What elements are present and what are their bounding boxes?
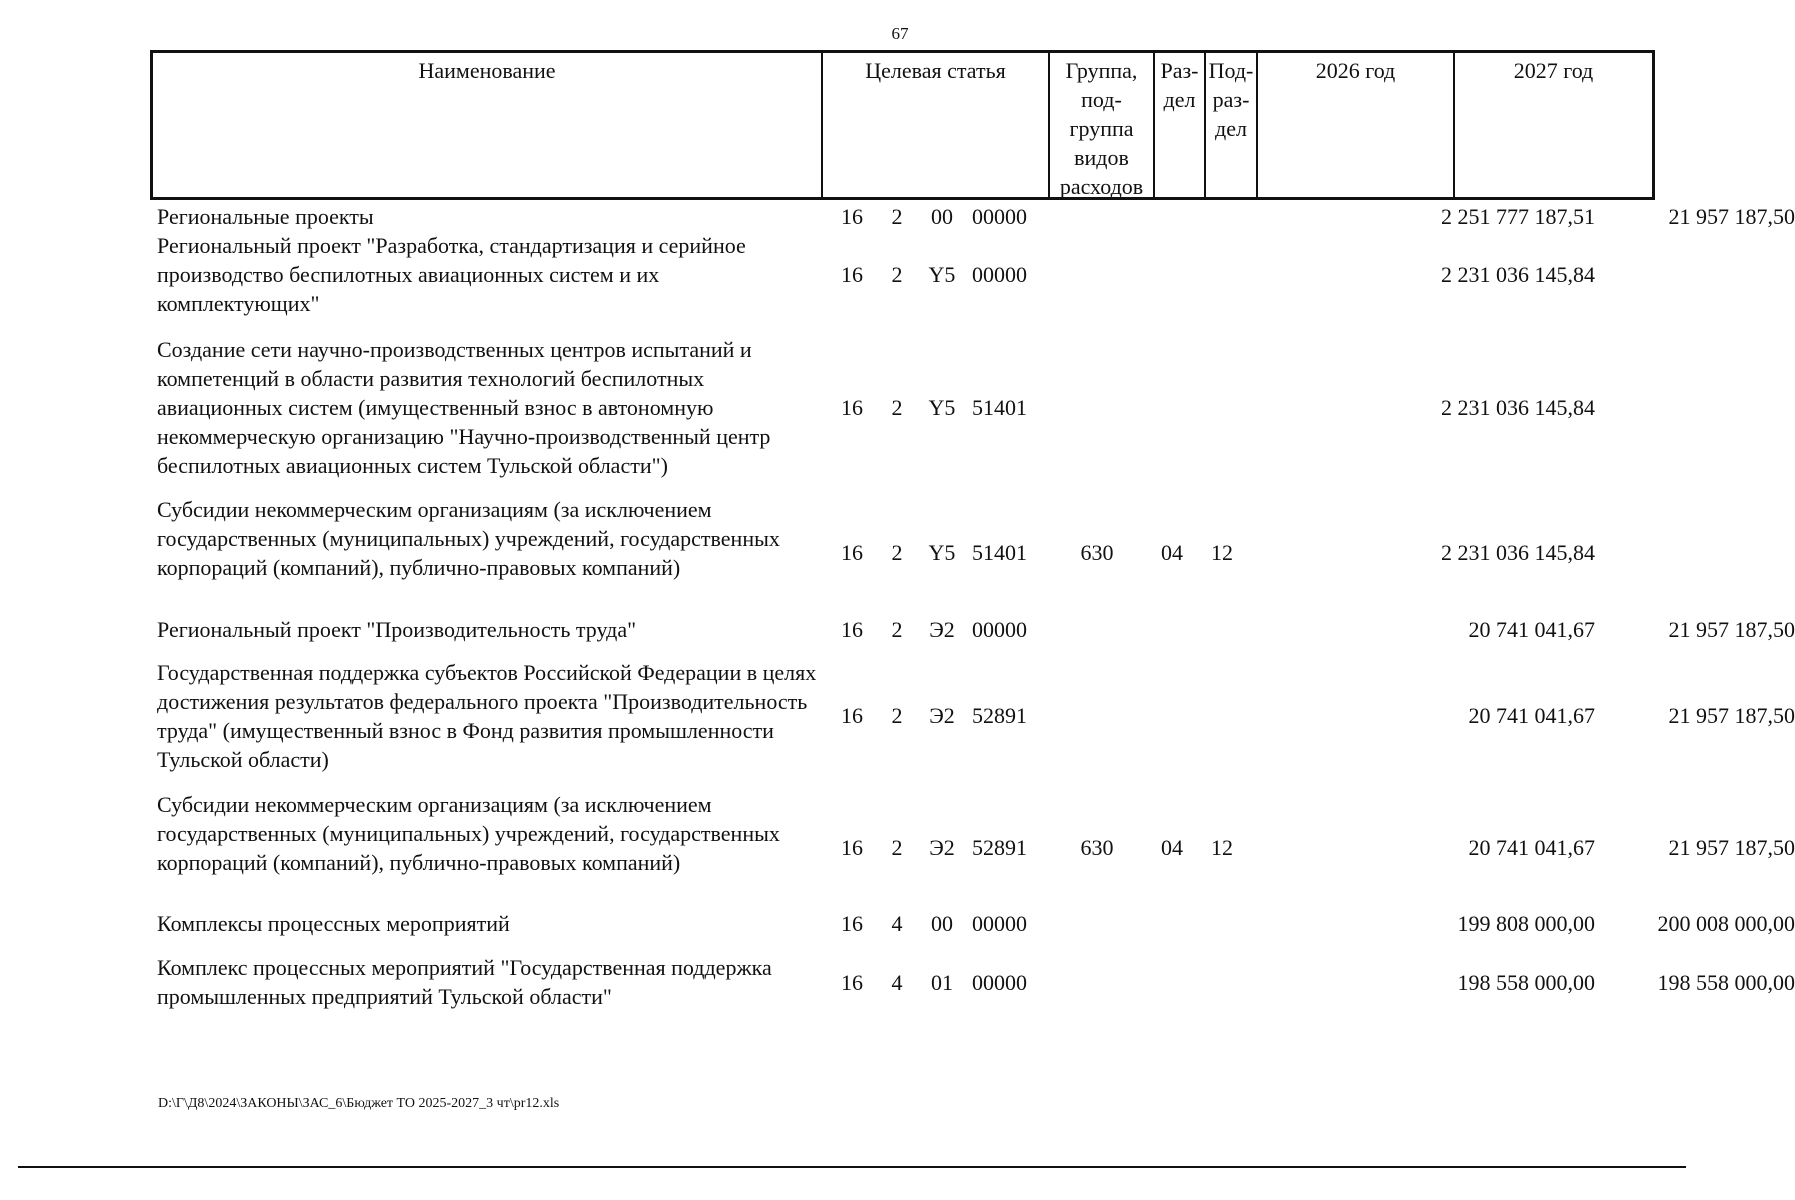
- row-activity-code: Y5: [928, 395, 956, 420]
- row-amount-2026: 198 558 000,00: [1457, 970, 1595, 995]
- row-name: Создание сети научно-производственных центров испытаний и компетенций в области развития технологий беспилотных авиационных систем (имущественный взнос в автономную некоммерческую организацию "Научно-производственный центр беспилотных авиационных систем Тульской области"): [157, 337, 771, 478]
- row-direction-code: 00000: [972, 911, 1027, 936]
- row-program-code: 16: [841, 911, 863, 936]
- row-subsection: 12: [1211, 540, 1233, 565]
- row-subprogram-code: 4: [891, 911, 903, 936]
- row-program-code: 16: [841, 262, 863, 287]
- bottom-divider: [18, 1166, 1686, 1168]
- row-direction-code: 52891: [972, 835, 1027, 860]
- table-row: [150, 495, 1655, 611]
- header-subsection-line: раз-: [1212, 87, 1250, 112]
- table-row: [150, 202, 1795, 231]
- header-target-article-label: Целевая статья: [865, 58, 1006, 83]
- header-expense-group-line: группа: [1069, 116, 1134, 141]
- row-subprogram-code: 2: [891, 835, 903, 860]
- row-activity-code: 01: [931, 970, 953, 995]
- header-name: [153, 53, 823, 197]
- row-amount-2026: 20 741 041,67: [1468, 703, 1595, 728]
- table-row: [150, 658, 1795, 774]
- header-section: [1155, 53, 1206, 197]
- row-direction-code: 00000: [972, 970, 1027, 995]
- row-amount-2026: 2 231 036 145,84: [1441, 395, 1595, 420]
- row-amount-2026: 2 231 036 145,84: [1441, 262, 1595, 287]
- row-activity-code: Y5: [928, 262, 956, 287]
- row-expense-group: 630: [1080, 540, 1114, 565]
- header-year-2026: [1258, 53, 1455, 197]
- header-section-line: дел: [1163, 87, 1196, 112]
- row-subprogram-code: 2: [891, 395, 903, 420]
- row-name: Комплекс процессных мероприятий "Государственная поддержка промышленных предприятий Тульской области": [157, 955, 772, 1009]
- header-year-2026-label: 2026 год: [1315, 58, 1396, 83]
- row-amount-2026: 2 231 036 145,84: [1441, 540, 1595, 565]
- header-name-label: Наименование: [418, 58, 556, 83]
- row-activity-code: Э2: [929, 617, 955, 642]
- row-name: Региональный проект "Разработка, стандартизация и серийное производство беспилотных авиационных систем и их комплектующих": [157, 233, 746, 316]
- row-amount-2026: 2 251 777 187,51: [1441, 204, 1595, 229]
- footer-file-path: D:\Г\Д8\2024\ЗАКОНЫ\ЗАС_6\Бюджет ТО 2025-2027_3 чт\pr12.xls: [158, 1096, 560, 1111]
- row-amount-2027: 21 957 187,50: [1668, 617, 1795, 642]
- header-expense-group-line: Группа,: [1065, 58, 1138, 83]
- header-expense-group: [1050, 53, 1155, 197]
- table-row: [150, 335, 1655, 480]
- header-year-2027: [1455, 53, 1652, 197]
- row-amount-2027: 21 957 187,50: [1668, 204, 1795, 229]
- row-direction-code: 52891: [972, 703, 1027, 728]
- row-direction-code: 51401: [972, 395, 1027, 420]
- row-name: Субсидии некоммерческим организациям (за исключением государственных (муниципальных) учреждений, государственных корпораций (компаний), публично-правовых компаний): [157, 497, 780, 580]
- row-name: Региональный проект "Производительность труда": [157, 617, 637, 642]
- header-subsection-line: дел: [1215, 116, 1247, 141]
- row-activity-code: 00: [931, 911, 953, 936]
- row-activity-code: Y5: [928, 540, 956, 565]
- row-amount-2027: 200 008 000,00: [1657, 911, 1795, 936]
- header-expense-group-line: расходов: [1059, 174, 1144, 199]
- row-name: Региональные проекты: [157, 204, 374, 229]
- row-activity-code: Э2: [929, 835, 955, 860]
- row-amount-2026: 20 741 041,67: [1468, 617, 1595, 642]
- row-subprogram-code: 2: [891, 703, 903, 728]
- row-subprogram-code: 4: [891, 970, 903, 995]
- row-program-code: 16: [841, 703, 863, 728]
- row-program-code: 16: [841, 540, 863, 565]
- row-program-code: 16: [841, 204, 863, 229]
- row-direction-code: 00000: [972, 204, 1027, 229]
- row-subprogram-code: 2: [891, 204, 903, 229]
- header-subsection: [1206, 53, 1258, 197]
- row-amount-2026: 199 808 000,00: [1457, 911, 1595, 936]
- row-direction-code: 00000: [972, 262, 1027, 287]
- table-header: [150, 50, 1655, 200]
- table-row: [150, 953, 1795, 1011]
- header-year-2027-label: 2027 год: [1513, 58, 1594, 83]
- row-program-code: 16: [841, 970, 863, 995]
- header-section-line: Раз-: [1160, 58, 1199, 83]
- row-amount-2027: 198 558 000,00: [1657, 970, 1795, 995]
- row-activity-code: 00: [931, 204, 953, 229]
- row-amount-2026: 20 741 041,67: [1468, 835, 1595, 860]
- row-subsection: 12: [1211, 835, 1233, 860]
- header-expense-group-line: под-: [1081, 87, 1122, 112]
- table-row: [150, 231, 1655, 318]
- table-row: [150, 790, 1795, 906]
- row-program-code: 16: [841, 617, 863, 642]
- row-name: Государственная поддержка субъектов Российской Федерации в целях достижения результатов федерального проекта "Производительность труда" (имущественный взнос в Фонд развития промышленности Тульской области): [157, 660, 817, 772]
- header-target-article: [823, 53, 1050, 197]
- table-row: [150, 909, 1795, 938]
- row-activity-code: Э2: [929, 703, 955, 728]
- row-section: 04: [1161, 835, 1183, 860]
- row-program-code: 16: [841, 395, 863, 420]
- row-expense-group: 630: [1080, 835, 1114, 860]
- row-subprogram-code: 2: [891, 540, 903, 565]
- row-amount-2027: 21 957 187,50: [1668, 703, 1795, 728]
- row-program-code: 16: [841, 835, 863, 860]
- row-amount-2027: 21 957 187,50: [1668, 835, 1795, 860]
- row-subprogram-code: 2: [891, 617, 903, 642]
- row-name: Комплексы процессных мероприятий: [157, 911, 510, 936]
- row-name: Субсидии некоммерческим организациям (за исключением государственных (муниципальных) учреждений, государственных корпораций (компаний), публично-правовых компаний): [157, 792, 780, 875]
- row-subprogram-code: 2: [891, 262, 903, 287]
- row-section: 04: [1161, 540, 1183, 565]
- row-direction-code: 00000: [972, 617, 1027, 642]
- page-number: 67: [891, 24, 909, 43]
- table-row: [150, 615, 1795, 644]
- header-expense-group-line: видов: [1074, 145, 1129, 170]
- row-direction-code: 51401: [972, 540, 1027, 565]
- header-subsection-line: Под-: [1208, 58, 1254, 83]
